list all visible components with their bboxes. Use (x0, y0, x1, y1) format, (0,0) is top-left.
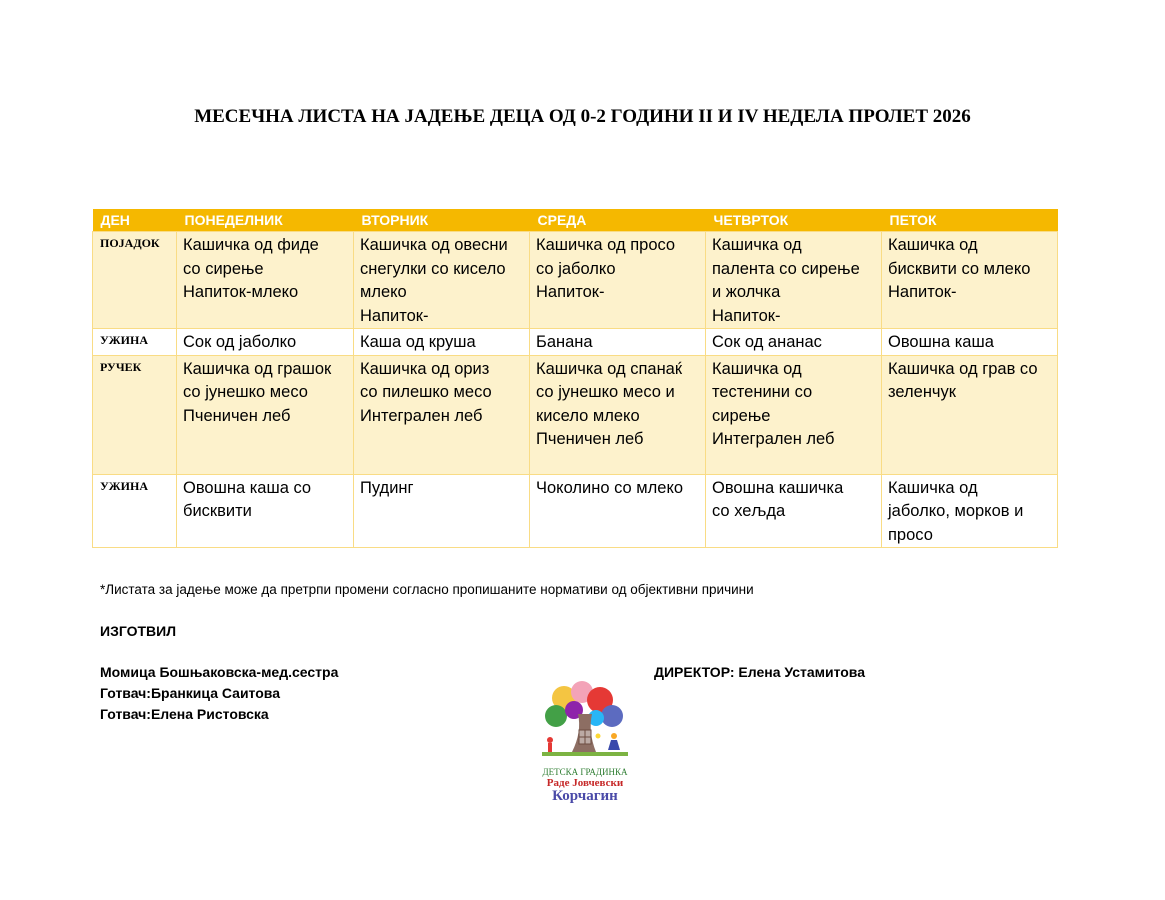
cell-line: со јунешко месо (183, 383, 308, 401)
header-tuesday: ВТОРНИК (354, 209, 530, 232)
table-cell (354, 355, 530, 474)
cell-line: Кашичка од овесни (360, 236, 508, 254)
cell-line: со сирење (183, 259, 264, 278)
cell-line: Напиток- (888, 283, 957, 301)
table-cell (882, 232, 1058, 329)
meal-label: УЖИНА (93, 474, 177, 548)
tree-logo-icon (538, 680, 632, 766)
cell-line: Чоколино со млеко (536, 478, 684, 497)
cell-line: Пудинг (360, 478, 414, 497)
table-cell (706, 329, 882, 356)
page-title: МЕСЕЧНА ЛИСТА НА ЈАДЕЊЕ ДЕЦА ОД 0-2 ГОДИНИ II И IV НЕДЕЛА ПРОЛЕТ 2026 (194, 106, 971, 127)
cell-line: Кашичка од просо (536, 236, 676, 254)
cell-line: Напиток-млеко (183, 283, 299, 301)
table-cell (706, 232, 882, 329)
table-row-lunch (93, 355, 1058, 474)
table-cell (882, 355, 1058, 474)
table-cell (530, 355, 706, 474)
cell-line: кисело млеко (536, 406, 640, 425)
cell-line: Каша од круша (360, 333, 476, 351)
table-cell (354, 329, 530, 356)
director-signature: ДИРЕКТОР: Елена Устамитова (654, 664, 866, 680)
table-cell (706, 355, 882, 474)
table-cell (177, 329, 354, 356)
cell-line: палента со сирење (712, 259, 860, 278)
cell-line: Сок од јаболко (183, 333, 297, 351)
cell-line: Кашичка од (712, 359, 802, 378)
table-row-breakfast (93, 232, 1058, 329)
cell-line: јаболко, морков и (888, 502, 1024, 520)
cell-line: Интегрален леб (360, 406, 483, 425)
cell-line: Кашичка од ориз (360, 359, 490, 378)
table-row-snack-1 (93, 329, 1058, 356)
meal-plan-table (92, 209, 1058, 548)
table-cell (177, 355, 354, 474)
cell-line: со јаболко (536, 259, 616, 278)
cell-line: Овошна каша со (183, 478, 312, 497)
header-monday: ПОНЕДЕЛНИК (177, 209, 354, 232)
table-cell (530, 232, 706, 329)
header-wednesday: СРЕДА (530, 209, 706, 232)
meal-label: ПОЈАДОК (93, 232, 177, 329)
prepared-by-label: ИЗГОТВИЛ (100, 623, 177, 639)
cell-line: Кашичка од грав со (888, 359, 1038, 378)
cell-line: Кашичка од (888, 236, 978, 254)
table-cell (177, 474, 354, 548)
disclaimer-note: *Листата за јадење може да претрпи промени согласно пропишаните нормативи од објективни причини (100, 582, 754, 597)
cell-line: Кашичка од (888, 478, 978, 497)
table-row-snack-2 (93, 474, 1058, 548)
meal-label: РУЧЕК (93, 355, 177, 474)
cell-line: Сок од ананас (712, 333, 822, 351)
table-cell (882, 329, 1058, 356)
cell-line: Кашичка од грашок (183, 359, 332, 378)
table-cell (882, 474, 1058, 548)
header-thursday: ЧЕТВРТОК (706, 209, 882, 232)
cell-line: со пилешко месо (360, 383, 492, 401)
cell-line: Овошна кашичка (712, 478, 844, 497)
cell-line: Напиток- (536, 283, 605, 301)
cell-line: и жолчка (712, 283, 781, 301)
table-cell (177, 232, 354, 329)
cell-line: млеко (360, 283, 407, 301)
header-friday: ПЕТОК (882, 209, 1058, 232)
kindergarten-logo (530, 680, 640, 810)
cell-line: Банана (536, 333, 593, 351)
cell-line: Кашичка од (712, 236, 802, 254)
cell-line: Напиток- (360, 306, 429, 325)
table-header-row (93, 209, 1058, 232)
cell-line: Овошна каша (888, 333, 994, 351)
cell-line: зеленчук (888, 383, 956, 401)
cell-line: сирење (712, 406, 771, 425)
staff-nurse: Момица Бошњаковска-мед.сестра (100, 664, 339, 680)
cell-line: Интегрален леб (712, 430, 835, 448)
table-cell (530, 329, 706, 356)
logo-line-kindergarten: ДЕТСКА ГРАДИНКА (542, 767, 628, 777)
logo-line-name: Раде Јовчевски (546, 777, 624, 789)
cell-line: бисквити со млеко (888, 259, 1031, 278)
staff-list (100, 662, 338, 725)
header-day: ДЕН (93, 209, 177, 232)
table-cell (706, 474, 882, 548)
staff-cook-1: Готвач:Бранкица Саитова (100, 685, 280, 701)
logo-line-surname: Корчагин (552, 788, 618, 804)
cell-line: Кашичка од фиде (183, 236, 319, 254)
table-cell (354, 232, 530, 329)
cell-line: просо (888, 525, 933, 544)
cell-line: Пченичен леб (183, 406, 291, 425)
cell-line: со јунешко месо и (536, 383, 675, 401)
staff-cook-2: Готвач:Елена Ристовска (100, 706, 269, 722)
table-cell (530, 474, 706, 548)
cell-line: тестенини со (712, 383, 813, 401)
cell-line: Кашичка од спанаќ (536, 359, 683, 378)
meal-label: УЖИНА (93, 329, 177, 356)
cell-line: со хељда (712, 502, 786, 520)
cell-line: снегулки со кисело (360, 259, 506, 278)
cell-line: бисквити (183, 502, 252, 520)
cell-line: Пченичен леб (536, 430, 644, 448)
table-cell (354, 474, 530, 548)
cell-line: Напиток- (712, 306, 781, 325)
